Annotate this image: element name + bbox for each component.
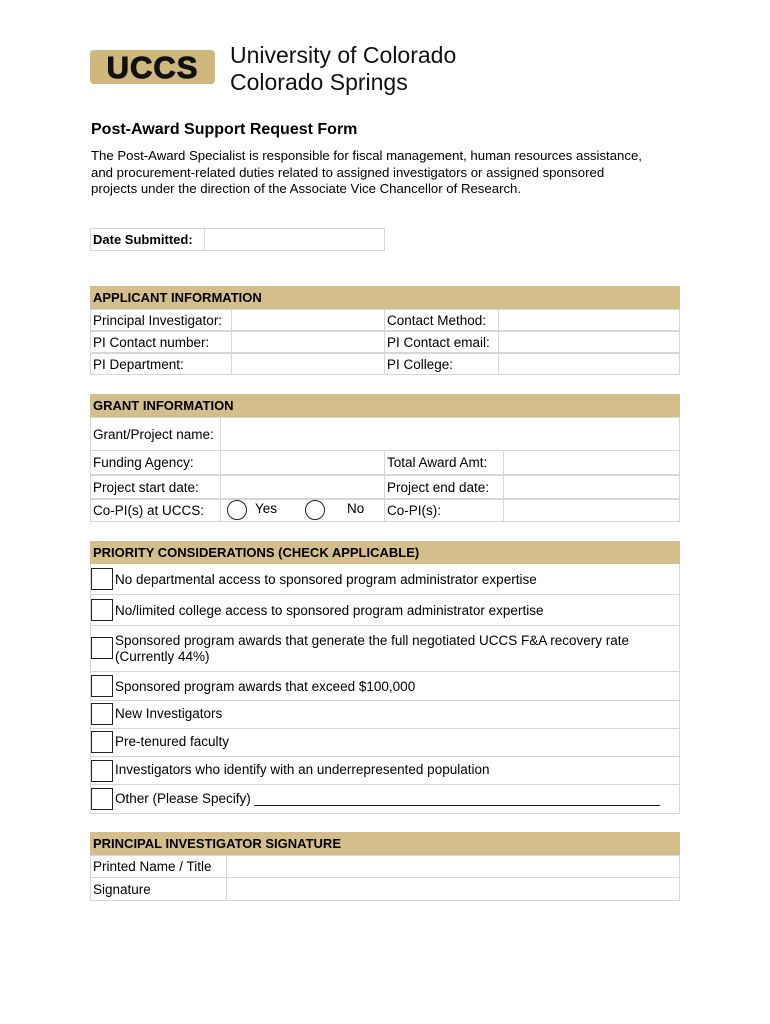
row-divider: [90, 813, 680, 814]
priority-checkbox[interactable]: [91, 703, 113, 725]
pi-department-label: PI Department:: [90, 353, 232, 375]
grant-name-field[interactable]: [220, 417, 680, 451]
row-divider: [90, 594, 680, 595]
start-date-field[interactable]: [220, 475, 385, 499]
pi-college-label: PI College:: [384, 353, 499, 375]
signature-label: Signature: [90, 877, 227, 901]
priority-item-text: No/limited college access to sponsored program administrator expertise: [115, 603, 544, 618]
svg-text:UCCS: UCCS: [106, 50, 199, 84]
contact-method-label: Contact Method:: [384, 309, 499, 331]
uccs-logo: [90, 40, 490, 100]
pi-contact-email-field[interactable]: [498, 331, 680, 353]
pi-field[interactable]: [231, 309, 385, 331]
priority-checkbox[interactable]: [91, 568, 113, 590]
university-line2: Colorado Springs: [230, 69, 408, 95]
other-specify-text: Other (Please Specify) ______________________________________________________: [115, 791, 660, 806]
start-date-label: Project start date:: [90, 475, 221, 499]
applicant-heading: APPLICANT INFORMATION: [90, 286, 680, 309]
form-intro: [91, 148, 691, 198]
priority-checkbox[interactable]: [91, 760, 113, 782]
row-divider: [90, 625, 680, 626]
priority-item-text: Sponsored program awards that exceed $100,000: [115, 679, 416, 694]
yes-radio[interactable]: [227, 500, 247, 520]
priority-checkbox[interactable]: [91, 731, 113, 753]
priority-checkbox[interactable]: [91, 675, 113, 697]
yes-label: Yes: [255, 501, 278, 516]
no-radio[interactable]: [305, 500, 325, 520]
copis-field[interactable]: [503, 499, 680, 522]
printed-name-label: Printed Name / Title: [90, 855, 227, 878]
priority-item-line: (Currently 44%): [115, 649, 210, 664]
end-date-field[interactable]: [503, 475, 680, 499]
priority-item-text: [115, 633, 629, 665]
signature-field[interactable]: [226, 877, 680, 901]
copis-label: Co-PI(s):: [384, 499, 504, 522]
grant-name-label: Grant/Project name:: [90, 417, 221, 451]
university-name: [230, 42, 456, 96]
priority-right-border: [679, 564, 680, 813]
intro-line: The Post-Award Specialist is responsible for fiscal management, human resources assistance,: [91, 148, 642, 163]
end-date-label: Project end date:: [384, 475, 504, 499]
row-divider: [90, 728, 680, 729]
priority-item-text: Pre-tenured faculty: [115, 734, 230, 749]
no-label: No: [347, 501, 365, 516]
funding-agency-field[interactable]: [220, 450, 385, 475]
date-submitted-label: Date Submitted:: [90, 228, 205, 251]
copi-uccs-label: Co-PI(s) at UCCS:: [90, 499, 221, 522]
form-title: Post-Award Support Request Form: [91, 121, 358, 138]
funding-agency-label: Funding Agency:: [90, 450, 221, 475]
pi-contact-email-label: PI Contact email:: [384, 331, 499, 353]
pi-college-field[interactable]: [498, 353, 680, 375]
priority-checkbox[interactable]: [91, 599, 113, 621]
pi-contact-number-field[interactable]: [231, 331, 385, 353]
row-divider: [90, 671, 680, 672]
pi-department-field[interactable]: [231, 353, 385, 375]
priority-item-text: No departmental access to sponsored program administrator expertise: [115, 572, 537, 587]
row-divider: [90, 784, 680, 785]
pi-contact-number-label: PI Contact number:: [90, 331, 232, 353]
priority-item-line: Sponsored program awards that generate the full negotiated UCCS F&A recovery rate: [115, 633, 630, 648]
date-submitted-field[interactable]: [204, 228, 385, 251]
priority-checkbox[interactable]: [91, 637, 113, 659]
signature-heading: PRINCIPAL INVESTIGATOR SIGNATURE: [90, 832, 680, 855]
priority-heading: PRIORITY CONSIDERATIONS (CHECK APPLICABLE): [90, 541, 680, 564]
priority-item-text: Investigators who identify with an underrepresented population: [115, 762, 490, 777]
intro-line: projects under the direction of the Associate Vice Chancellor of Research.: [91, 181, 522, 197]
priority-item-text: New Investigators: [115, 706, 223, 721]
grant-heading: GRANT INFORMATION: [90, 394, 680, 417]
university-line1: University of Colorado: [230, 42, 457, 68]
total-award-field[interactable]: [503, 450, 680, 475]
contact-method-field[interactable]: [498, 309, 680, 331]
uccs-logo-mark: [90, 50, 215, 84]
row-divider: [90, 700, 680, 701]
printed-name-field[interactable]: [226, 855, 680, 878]
pi-label: Principal Investigator:: [90, 309, 232, 331]
total-award-label: Total Award Amt:: [384, 450, 504, 475]
intro-line: and procurement-related duties related to assigned investigators or assigned sponsored: [91, 164, 605, 180]
priority-checkbox[interactable]: [91, 788, 113, 810]
row-divider: [90, 756, 680, 757]
